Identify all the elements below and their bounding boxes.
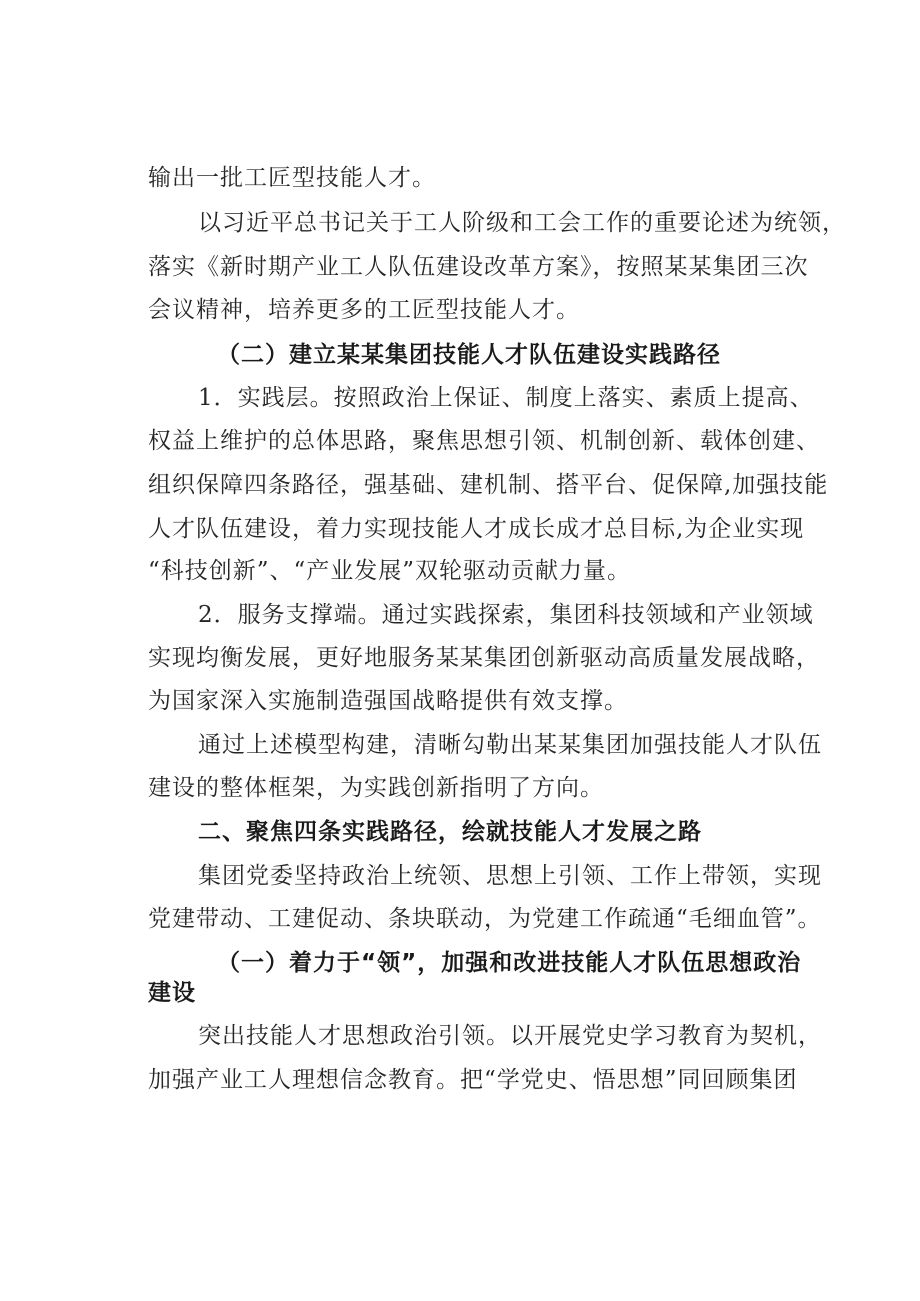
paragraph-line: 输出一批工匠型技能人才。: [148, 165, 436, 191]
paragraph-line: “科技创新”、“产业发展”双轮驱动贡献力量。: [148, 558, 632, 584]
paragraph-line: 集团党委坚持政治上统领、思想上引领、工作上带领，实现: [198, 863, 822, 889]
section-heading: （二）建立某某集团技能人才队伍建设实践路径: [217, 342, 721, 368]
paragraph-line: 人才队伍建设，着力实现技能人才成长成才总目标,为企业实现: [148, 516, 805, 542]
paragraph-line: 权益上维护的总体思路，聚焦思想引领、机制创新、载体创建、: [148, 428, 820, 454]
paragraph-line: 组织保障四条路径，强基础、建机制、搭平台、促保障,加强技能: [148, 472, 829, 498]
paragraph-line: 党建带动、工建促动、条块联动，为党建工作疏通“毛细血管”。: [148, 906, 822, 932]
paragraph-line: 加强产业工人理想信念教育。把“学党史、悟思想”同回顾集团: [148, 1067, 798, 1093]
section-heading-continuation: 建设: [148, 980, 196, 1006]
paragraph-line: 1．实践层。按照政治上保证、制度上落实、素质上提高、: [198, 385, 814, 411]
paragraph-line: 2．服务支撑端。通过实践探索，集团科技领域和产业领域: [198, 602, 814, 628]
paragraph-line: 为国家深入实施制造强国战略提供有效支撑。: [148, 688, 628, 714]
paragraph-line: 建设的整体框架，为实践创新指明了方向。: [148, 775, 604, 801]
paragraph-line: 突出技能人才思想政治引领。以开展党史学习教育为契机，: [198, 1023, 822, 1049]
paragraph-line: 通过上述模型构建，清晰勾勒出某某集团加强技能人才队伍: [198, 732, 822, 758]
section-heading: （一）着力于“领”，加强和改进技能人才队伍思想政治: [217, 950, 802, 976]
paragraph-line: 落实《新时期产业工人队伍建设改革方案》，按照某某集团三次: [148, 254, 809, 280]
paragraph-line: 实现均衡发展，更好地服务某某集团创新驱动高质量发展战略，: [148, 645, 820, 671]
chapter-heading: 二、聚焦四条实践路径，绘就技能人才发展之路: [198, 819, 702, 845]
paragraph-line: 以习近平总书记关于工人阶级和工会工作的重要论述为统领，: [198, 210, 846, 236]
paragraph-line: 会议精神，培养更多的工匠型技能人才。: [148, 297, 580, 323]
